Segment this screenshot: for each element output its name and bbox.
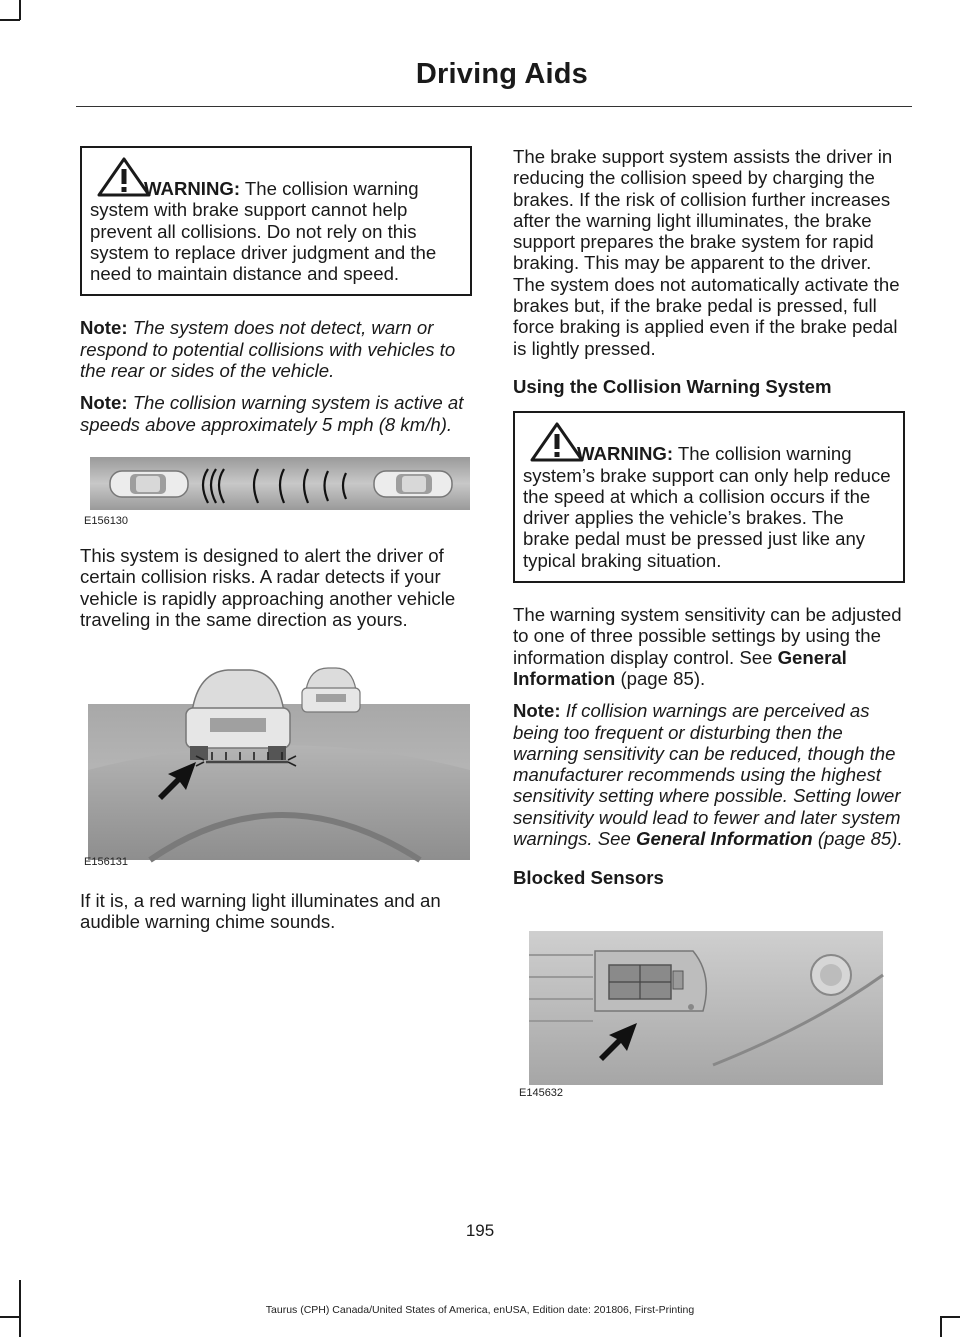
warning-box — [80, 146, 472, 296]
page-number: 195 — [465, 1221, 495, 1240]
section-heading: Using the Collision Warning System — [513, 375, 832, 397]
sensor-illustration — [513, 915, 905, 1105]
page-reference: (page 85). — [620, 667, 706, 689]
crop-mark — [19, 0, 21, 20]
blocked-sensor-figure — [513, 915, 905, 1105]
body-paragraph: If it is, a red warning light illuminates and an audible warning chime sounds. — [80, 890, 441, 933]
note-body: The system does not detect, warn or respond to potential collisions with vehicles to the rear or sides of the vehicle. — [80, 317, 456, 382]
car-illustration — [110, 471, 188, 497]
note-label: Note: — [513, 700, 561, 722]
car-illustration — [374, 471, 452, 497]
figure-code: E156130 — [84, 514, 129, 527]
warning-triangle-icon — [96, 156, 152, 198]
note-body: If collision warnings are perceived as being too frequent or disturbing then the warning sensitivity can be reduced, though the manufacturer recommends using the highest sensitivity setting where possible. Setting lower sensitivity would lead to fewer and later system warnings. See — [513, 700, 901, 850]
paragraph-text: The warning system sensitivity can be adjusted to one of three possible settings by using the information display control. See — [513, 604, 902, 668]
body-paragraph: This system is designed to alert the driver of certain collision risks. A radar detects if your vehicle is rapidly approaching another vehicle traveling in the same direction as yours. — [80, 544, 456, 630]
section-heading: Blocked Sensors — [513, 867, 664, 889]
cross-reference-link[interactable]: General Information — [636, 828, 813, 850]
warning-label: WARNING: — [144, 178, 241, 199]
dashboard-illustration — [80, 650, 472, 870]
note — [80, 392, 472, 435]
radar-waves-figure — [80, 457, 472, 529]
note-body: The collision warning system is active at speeds above approximately 5 mph (8 km/h). — [80, 392, 464, 435]
note — [513, 700, 905, 849]
warning-box — [513, 411, 905, 583]
figure-code: E145632 — [519, 1086, 564, 1099]
warning-light-figure — [80, 650, 472, 870]
warning-body: The collision warning system’s brake support can only help reduce the speed at which a collision occurs if the driver applies the vehicle’s brakes. The brake pedal must be pressed just like any typical braking situation. — [523, 443, 891, 571]
car-ahead-illustration — [186, 670, 290, 760]
page-reference: (page 85). — [817, 828, 903, 850]
page-title: Driving Aids — [415, 58, 588, 90]
crop-mark — [940, 1316, 942, 1337]
header-rule — [76, 106, 912, 107]
left-column — [80, 146, 472, 933]
warning-body: The collision warning system with brake support cannot help prevent all collisions. Do not rely on this system to replace driver judgment and the need to maintain distance and speed. — [90, 178, 437, 285]
note-label: Note: — [80, 392, 128, 414]
figure-code: E156131 — [84, 856, 129, 869]
note-label: Note: — [80, 317, 128, 339]
right-column — [513, 146, 905, 1105]
cross-reference-link[interactable]: General Information — [513, 646, 847, 689]
body-paragraph: The brake support system assists the driver in reducing the collision speed by charging the brakes. If the risk of collision further increases after the warning light illuminates, the brake support prepares the brake system for rapid braking. This may be apparent to the driver. The system does not automatically activate the brakes but, if the brake pedal is pressed, full force braking is applied even if the brake pedal is lightly pressed. — [513, 146, 900, 359]
crop-mark — [940, 1316, 960, 1318]
page-footer: Taurus (CPH) Canada/United States of America, enUSA, Edition date: 201806, First-Printing — [265, 1304, 695, 1316]
crop-mark — [0, 19, 20, 21]
note — [80, 317, 472, 381]
radar-waves-illustration — [80, 457, 472, 529]
warning-triangle-icon — [529, 421, 585, 463]
warning-label: WARNING: — [577, 443, 674, 465]
body-paragraph — [513, 604, 905, 689]
crop-mark — [0, 1316, 20, 1318]
